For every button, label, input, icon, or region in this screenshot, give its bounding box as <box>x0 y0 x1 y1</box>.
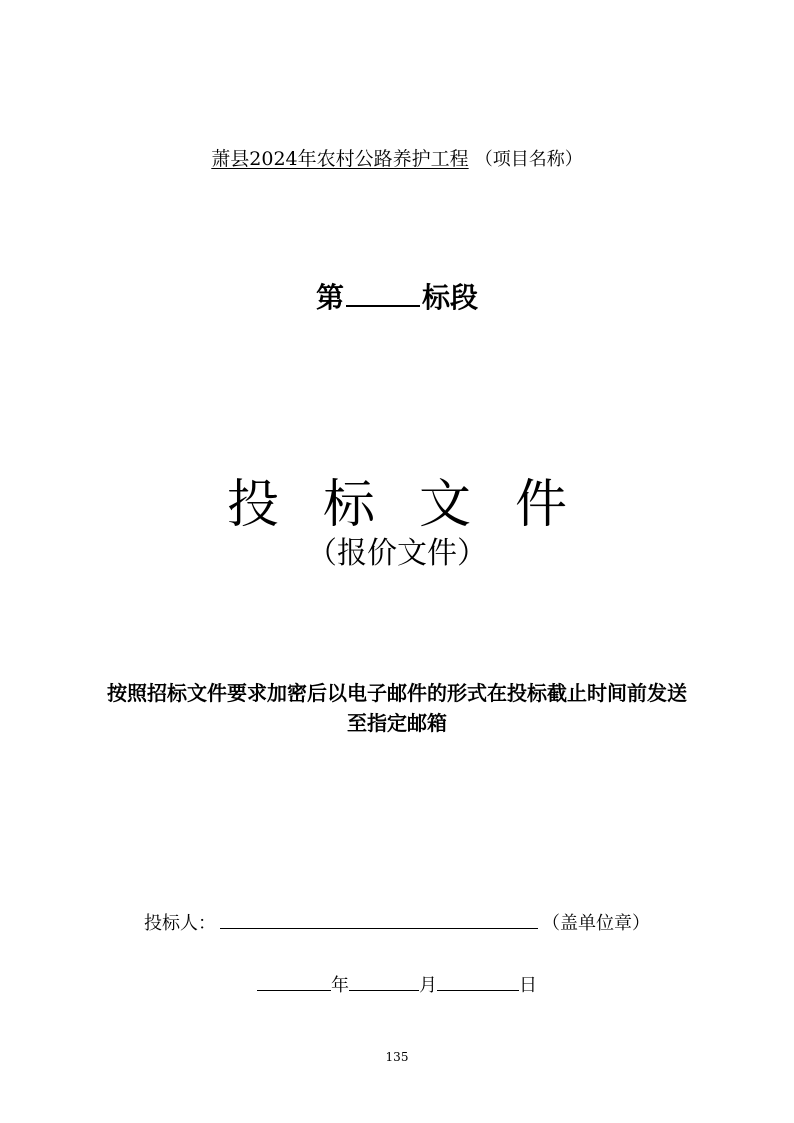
year-blank[interactable] <box>257 970 331 991</box>
bidder-line <box>0 908 794 935</box>
section-prefix: 第 <box>315 281 344 314</box>
date-line <box>0 970 794 997</box>
year-label: 年 <box>331 975 349 996</box>
section-line <box>0 276 794 316</box>
project-name: 萧县2024年农村公路养护工程 <box>211 148 469 170</box>
section-number-blank[interactable] <box>346 279 420 307</box>
section-suffix: 标段 <box>422 281 479 314</box>
document-title: 投标文件 <box>226 475 611 535</box>
day-blank[interactable] <box>437 970 519 991</box>
instruction-line-1: 按照招标文件要求加密后以电子邮件的形式在投标截止时间前发送 <box>107 681 687 705</box>
month-blank[interactable] <box>349 970 419 991</box>
instruction-line-2: 至指定邮箱 <box>347 711 447 735</box>
seal-note: （盖单位章） <box>542 913 650 934</box>
bidder-name-blank[interactable] <box>220 908 538 929</box>
page-number: 135 <box>385 1050 409 1064</box>
project-line <box>0 144 794 171</box>
project-name-note: （项目名称） <box>474 149 583 170</box>
month-label: 月 <box>419 975 437 996</box>
instruction-text <box>0 678 794 738</box>
day-label: 日 <box>519 975 537 996</box>
bidder-label: 投标人： <box>144 913 216 934</box>
document-subtitle: （报价文件） <box>307 536 487 571</box>
